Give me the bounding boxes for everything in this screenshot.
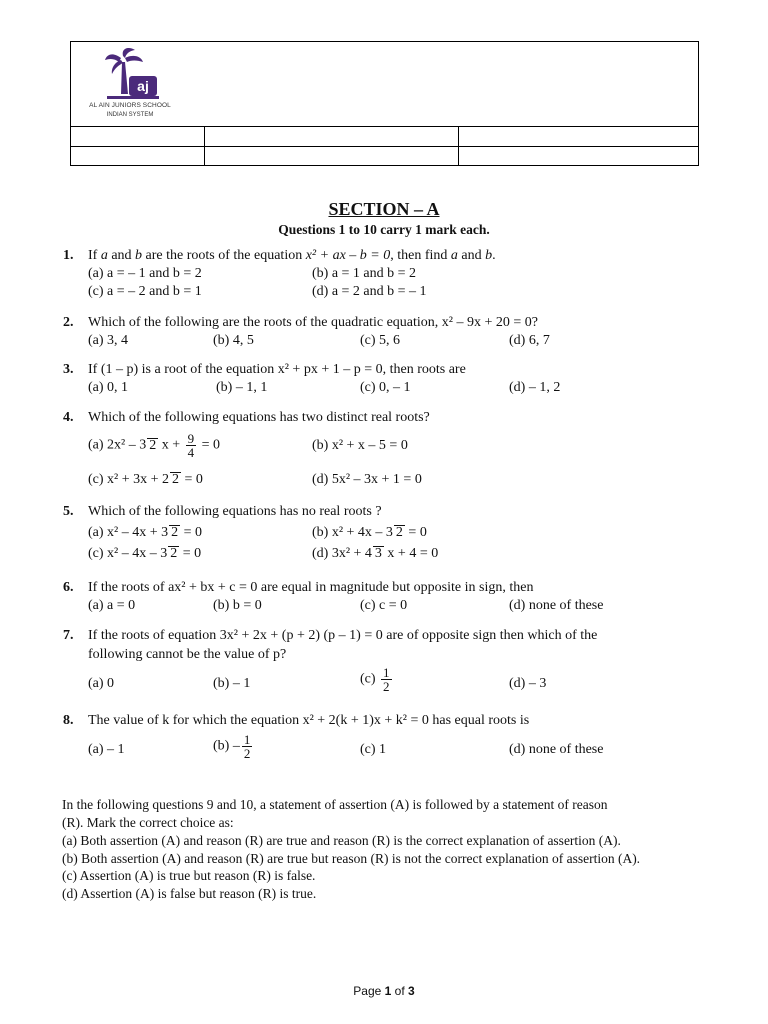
question-number: 4. — [63, 410, 74, 425]
assertion-choice-a: (a) Both assertion (A) and reason (R) are true and reason (R) is the correct explanation of assertion (A). — [62, 833, 621, 848]
school-logo — [85, 46, 175, 121]
section-title: SECTION – A — [328, 199, 440, 219]
option-a: (a) – 1 — [88, 742, 125, 757]
option-d: (d) 5x² – 3x + 1 = 0 — [312, 472, 422, 487]
assertion-choice-b: (b) Both assertion (A) and reason (R) are true but reason (R) is not the correct explanation of assertion (A). — [62, 851, 641, 866]
section-subtitle: Questions 1 to 10 carry 1 mark each. — [278, 222, 490, 237]
option-b: (b) – $\frac{1}{2}$ — [213, 732, 251, 761]
option-d: (d) – 1, 2 — [509, 380, 561, 395]
option-a: (a) a = – 1 and b = 2 — [88, 266, 202, 281]
question-number: 7. — [63, 628, 74, 643]
question-text: If (1 – p) is a root of the equation x² + px + 1 – p = 0, then roots are — [88, 362, 466, 377]
question-number: 5. — [63, 504, 74, 519]
option-a: (a) x² – 4x + 3 2 = 0 — [88, 525, 203, 540]
assertion-intro-line-1: In the following questions 9 and 10, a statement of assertion (A) is followed by a statement of reason — [62, 797, 608, 812]
question-number: 1. — [63, 248, 74, 263]
question-number: 3. — [63, 362, 74, 377]
option-c: (c) a = – 2 and b = 1 — [88, 284, 202, 299]
option-d: (d) none of these — [509, 742, 604, 757]
assertion-choice-c: (c) Assertion (A) is true but reason (R) is false. — [62, 868, 316, 883]
question-text: The value of k for which the equation x² + 2(k + 1)x + k² = 0 has equal roots is — [88, 713, 530, 728]
option-b: (b) x² + 4x – 3 2 = 0 — [312, 525, 427, 540]
header-table — [70, 41, 699, 166]
header-cell — [71, 127, 205, 146]
header-cell — [459, 147, 698, 166]
option-d: (d) 6, 7 — [509, 333, 550, 348]
header-cell — [71, 147, 205, 166]
school-name: AL AIN JUNIORS SCHOOL — [89, 102, 171, 109]
option-c: (c) 5, 6 — [360, 333, 401, 348]
header-cell — [205, 127, 459, 146]
assertion-choice-d: (d) Assertion (A) is false but reason (R) is true. — [62, 886, 317, 901]
question-text-line-2: following cannot be the value of p? — [88, 647, 287, 662]
option-a: (a) 0, 1 — [88, 380, 129, 395]
question-number: 6. — [63, 580, 74, 595]
school-system: INDIAN SYSTEM — [106, 112, 154, 118]
option-c: (c) x² + 3x + 2 2 = 0 — [88, 472, 203, 487]
option-b: (b) – 1, 1 — [216, 380, 268, 395]
header-cell — [205, 147, 459, 166]
svg-text:aj: aj — [137, 78, 149, 94]
palm-tree-icon — [85, 46, 175, 102]
question-text: If a and b are the roots of the equation x² + ax – b = 0, then find a and b. — [88, 248, 496, 263]
option-d: (d) a = 2 and b = – 1 — [312, 284, 427, 299]
option-a: (a) 3, 4 — [88, 333, 129, 348]
question-number: 2. — [63, 315, 74, 330]
question-text: Which of the following equations has two distinct real roots? — [88, 410, 430, 425]
option-c: (c) c = 0 — [360, 598, 408, 613]
option-d: (d) 3x² + 4 3 x + 4 = 0 — [312, 546, 439, 561]
option-d: (d) none of these — [509, 598, 604, 613]
option-b: (b) b = 0 — [213, 598, 262, 613]
option-c: (c) 0, – 1 — [360, 380, 411, 395]
page-footer: Page 1 of 3 — [353, 984, 415, 998]
option-a: (a) a = 0 — [88, 598, 136, 613]
header-cell — [459, 127, 698, 146]
option-b: (b) x² + x – 5 = 0 — [312, 438, 408, 453]
question-text: If the roots of equation 3x² + 2x + (p + 2) (p – 1) = 0 are of opposite sign then which of the — [88, 628, 598, 643]
option-b: (b) 4, 5 — [213, 333, 254, 348]
option-d: (d) – 3 — [509, 676, 547, 691]
question-number: 8. — [63, 713, 74, 728]
option-c: (c) 1 — [360, 742, 387, 757]
option-a: (a) 0 — [88, 676, 115, 691]
question-text: If the roots of ax² + bx + c = 0 are equal in magnitude but opposite in sign, then — [88, 580, 534, 595]
header-logo-cell — [71, 42, 698, 127]
option-b: (b) – 1 — [213, 676, 251, 691]
option-b: (b) a = 1 and b = 2 — [312, 266, 417, 281]
option-c: (c) $\frac{1}{2}$ — [360, 665, 390, 694]
question-text: Which of the following equations has no real roots ? — [88, 504, 382, 519]
header-row-2 — [71, 147, 698, 166]
option-c: (c) x² – 4x – 3 2 = 0 — [88, 546, 202, 561]
question-text: Which of the following are the roots of the quadratic equation, x² – 9x + 20 = 0? — [88, 315, 538, 330]
option-a: (a) 2x² – 3 2 x + $\frac{9}{4}$ = 0 — [88, 431, 221, 460]
assertion-intro-line-2: (R). Mark the correct choice as: — [62, 815, 234, 830]
header-row-1 — [71, 127, 698, 147]
